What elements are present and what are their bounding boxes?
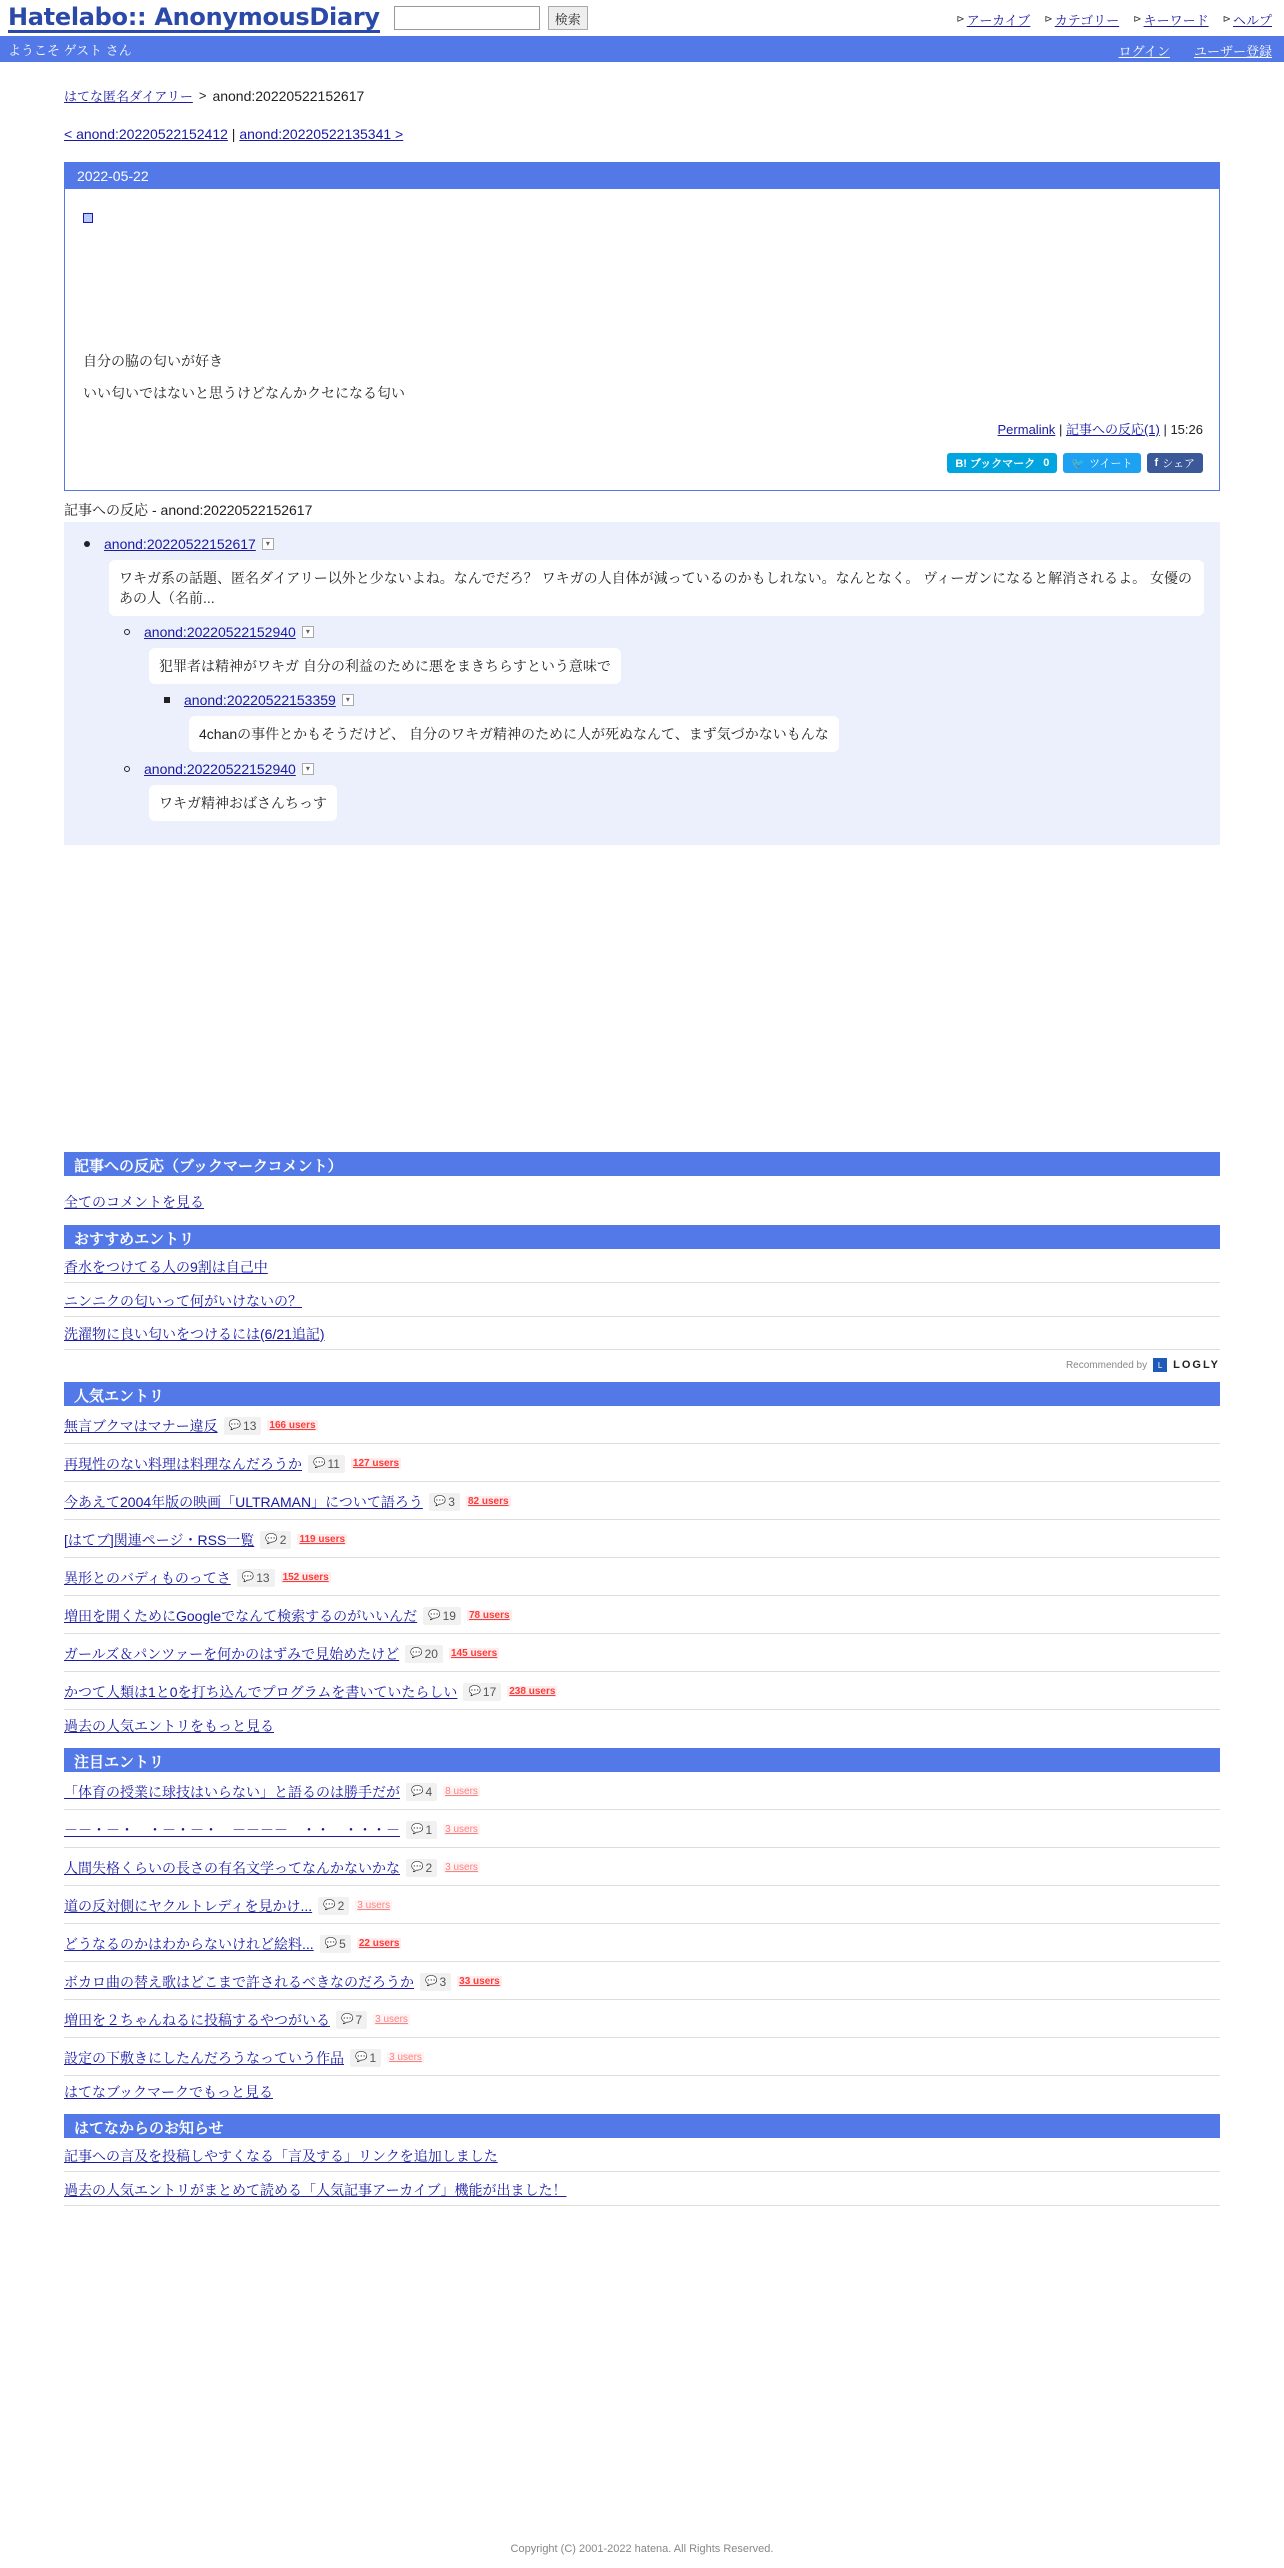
featured-more-row (64, 2080, 1220, 2104)
next-entry-link[interactable]: anond:20220522135341 > (239, 126, 404, 142)
comment-bubble-icon: 💬 (265, 1534, 278, 1545)
popular-entry-row (64, 1522, 1220, 1558)
search-input[interactable] (394, 6, 540, 30)
breadcrumb-current: anond:20220522152617 (212, 87, 365, 104)
reaction-item (84, 536, 1204, 616)
bullet-icon (124, 766, 130, 772)
comment-bubble-icon: 💬 (313, 1458, 326, 1469)
entry-title-link[interactable]: ボカロ曲の替え歌はどこまで許されるべきなのだろうか (64, 1973, 414, 1990)
featured-heading: 注目エントリ (64, 1748, 1220, 1772)
comment-count[interactable]: 💬 19 (423, 1607, 461, 1625)
bookmark-users-badge[interactable]: 166 users (269, 1420, 316, 1431)
top-nav (956, 10, 1272, 29)
bullet-icon (164, 697, 170, 703)
permalink-link[interactable]: Permalink (997, 422, 1056, 437)
featured-entry-row (64, 1964, 1220, 2000)
entry-title-link[interactable]: ガールズ＆パンツァーを何かのはずみで見始めたけど (64, 1645, 400, 1662)
comment-bubble-icon: 💬 (355, 2052, 368, 2063)
arrow-icon: ⊳ (1222, 14, 1231, 25)
nav-category[interactable]: ⊳ カテゴリー (1044, 13, 1120, 28)
bookmark-users-badge[interactable]: 3 users (445, 1862, 478, 1873)
entry-title-link[interactable]: 異形とのバディものってさ (64, 1569, 231, 1586)
popular-more-row (64, 1714, 1220, 1738)
comment-bubble-icon: 💬 (468, 1686, 481, 1697)
entry-title-link[interactable]: 増田を開くためにGoogleでなんて検索するのがいいんだ (64, 1607, 418, 1624)
entry-title-link[interactable]: 設定の下敷きにしたんだろうなっていう作品 (64, 2049, 344, 2066)
facebook-icon: f (1154, 457, 1159, 469)
share-buttons (947, 453, 1203, 473)
expand-toggle-icon[interactable]: ▾ (342, 694, 354, 706)
login-link[interactable]: ログイン (1118, 44, 1170, 59)
bookmark-users-badge[interactable]: 33 users (459, 1976, 500, 1987)
reactions-heading: 記事への反応 - anond:20220522152617 (64, 500, 1220, 524)
breadcrumb-home[interactable]: はてな匿名ダイアリー (64, 89, 193, 104)
comment-count[interactable]: 💬 20 (405, 1645, 443, 1663)
popular-heading: 人気エントリ (64, 1382, 1220, 1406)
comment-bubble-icon: 💬 (323, 1900, 336, 1911)
comment-bubble-icon: 💬 (433, 1496, 447, 1507)
expand-toggle-icon[interactable]: ▾ (262, 538, 274, 550)
bullet-icon (84, 541, 90, 547)
bookmark-users-badge[interactable]: 3 users (375, 2014, 408, 2025)
bookmark-users-badge[interactable]: 3 users (389, 2052, 422, 2063)
comment-bubble-icon: 💬 (411, 1862, 424, 1873)
popular-more-link[interactable]: 過去の人気エントリをもっと見る (64, 1718, 274, 1734)
all-comments-link[interactable]: 全てのコメントを見る (64, 1194, 204, 1210)
reaction-link[interactable]: anond:20220522152940 (144, 624, 296, 640)
bookmark-users-badge[interactable]: 3 users (445, 1824, 478, 1835)
tweet-button[interactable]: 🐦 ツイート (1063, 453, 1140, 473)
recommended-item: ニンニクの匂いって何がいけないの？ (64, 1285, 1220, 1317)
bookmark-users-badge[interactable]: 78 users (468, 1610, 510, 1621)
bookmark-users-badge[interactable]: 127 users (352, 1458, 400, 1469)
recommended-item: 香水をつけてる人の9割は自己中 (64, 1251, 1220, 1283)
comment-count[interactable]: 💬 3 (429, 1493, 460, 1511)
nav-archive[interactable]: ⊳ アーカイブ (956, 13, 1031, 28)
search-button[interactable]: 検索 (548, 6, 588, 30)
bookmark-users-badge[interactable]: 3 users (357, 1900, 391, 1911)
comment-count[interactable]: 💬 1 (406, 1821, 437, 1839)
nav-help[interactable]: ⊳ ヘルプ (1222, 13, 1272, 28)
entry-title-link[interactable]: かつて人類は1と0を打ち込んでプログラムを書いていたらしい (64, 1683, 458, 1700)
reaction-item (124, 624, 621, 684)
hatena-bookmark-button[interactable]: B! ブックマーク 0 (947, 453, 1057, 473)
arrow-icon: ⊳ (1133, 14, 1142, 25)
reaction-item (124, 761, 337, 821)
bookmark-users-badge[interactable]: 152 users (282, 1572, 329, 1583)
bookmark-users-badge[interactable]: 8 users (445, 1786, 478, 1797)
diary-entry (64, 162, 1220, 491)
popular-entry-row (64, 1598, 1220, 1634)
comment-count[interactable]: 💬 17 (463, 1683, 501, 1701)
entry-title-link[interactable]: 再現性のない料理は料理なんだろうか (64, 1455, 302, 1472)
popular-entry-row (64, 1560, 1220, 1596)
entry-title-link[interactable]: －－・－・ ・－・－・ －－－－ ・・ ・・・－ (64, 1821, 400, 1838)
comment-count[interactable]: 💬 7 (336, 2011, 367, 2029)
twitter-icon: 🐦 (1071, 457, 1086, 470)
bookmark-users-badge[interactable]: 145 users (450, 1648, 498, 1659)
site-logo[interactable]: Hatelabo:: AnonymousDiary (8, 2, 380, 31)
entry-title-link[interactable]: どうなるのかはわからないけれど絵料... (64, 1935, 314, 1952)
popular-entry-row (64, 1446, 1220, 1482)
diary-text-line: 自分の脇の匂いが好き (83, 353, 223, 369)
site-header (0, 0, 1284, 36)
reaction-text: ワキガ精神おばさんちっす (149, 785, 337, 821)
featured-entry-row (64, 2040, 1220, 2076)
featured-entry-row (64, 1888, 1220, 1924)
prev-next-separator: | (231, 126, 236, 142)
copyright: Copyright (C) 2001-2022 hatena. All Rights Reserved. (510, 2543, 774, 2555)
news-heading: はてなからのお知らせ (64, 2114, 1220, 2138)
diary-time: 15:26 (1170, 422, 1203, 437)
comment-count[interactable]: 💬 13 (224, 1417, 262, 1435)
popular-entry-row (64, 1484, 1220, 1520)
news-item: 記事への言及を投稿しやすくなる「言及する」リンクを追加しました (64, 2140, 1220, 2172)
bookmark-users-badge[interactable]: 82 users (467, 1496, 509, 1507)
entry-title-link[interactable]: 「体育の授業に球技はいらない」と語るのは勝手だが (64, 1783, 400, 1800)
prev-entry-link[interactable]: < anond:20220522152412 (64, 126, 228, 142)
comment-bubble-icon: 💬 (411, 1824, 424, 1835)
breadcrumb-separator: > (198, 88, 207, 103)
reactions-tree (64, 522, 1220, 845)
comment-count[interactable]: 💬 2 (260, 1531, 291, 1549)
news-item: 過去の人気エントリがまとめて読める「人気記事アーカイブ」機能が出ました！ (64, 2174, 1220, 2206)
star-icon[interactable] (83, 213, 93, 223)
bookmark-users-badge[interactable]: 119 users (299, 1534, 346, 1545)
comment-count[interactable]: 💬 2 (406, 1859, 437, 1877)
expand-toggle-icon[interactable]: ▾ (302, 626, 314, 638)
diary-date: 2022-05-22 (65, 163, 1219, 189)
logly-logo-icon[interactable]: L (1153, 1358, 1167, 1372)
bullet-icon (124, 629, 130, 635)
comment-bubble-icon: 💬 (324, 1938, 338, 1949)
entry-title-link[interactable]: 無言ブクマはマナー違反 (64, 1417, 218, 1434)
entry-title-link[interactable]: 今あえて2004年版の映画「ULTRAMAN」について語ろう (64, 1493, 423, 1510)
comment-bubble-icon: 💬 (228, 1420, 242, 1431)
recommended-item: 洗濯物に良い匂いをつけるには(6/21追記) (64, 1318, 1220, 1350)
comment-count[interactable]: 💬 1 (350, 2049, 381, 2067)
popular-entry-row (64, 1636, 1220, 1672)
arrow-icon: ⊳ (1044, 14, 1053, 25)
entry-title-link[interactable]: 増田を２ちゃんねるに投稿するやつがいる (64, 2011, 330, 2028)
comment-bubble-icon: 💬 (425, 1976, 438, 1987)
reaction-text: 犯罪者は精神がワキガ 自分の利益のために悪をまきちらすという意味で (149, 648, 621, 684)
comment-count[interactable]: 💬 4 (406, 1783, 437, 1801)
reactions-link[interactable]: 記事への反応(1) (1065, 422, 1160, 437)
comment-bubble-icon: 💬 (428, 1610, 441, 1621)
diary-body (65, 189, 1219, 490)
entry-title-link[interactable]: [はてブ]関連ページ・RSS一覧 (64, 1531, 255, 1548)
popular-entry-row (64, 1674, 1220, 1710)
bookmark-comments-heading: 記事への反応（ブックマークコメント） (64, 1152, 1220, 1176)
featured-entry-row (64, 1812, 1220, 1848)
reaction-link[interactable]: anond:20220522153359 (184, 692, 336, 708)
welcome-bar (0, 36, 1284, 62)
featured-entry-row (64, 1850, 1220, 1886)
diary-text-line: いい匂いではないと思うけどなんかクセになる匂い (83, 385, 405, 401)
reaction-text: 4chanの事件とかもそうだけど、 自分のワキガ精神のために人が死ぬなんて、まず気づかないもんな (189, 716, 839, 752)
featured-entry-row (64, 2002, 1220, 2038)
featured-more-link[interactable]: はてなブックマークでもっと見る (64, 2084, 274, 2100)
comment-bubble-icon: 💬 (410, 1648, 423, 1659)
popular-entry-row (64, 1408, 1220, 1444)
entry-title-link[interactable]: 人間失格くらいの長さの有名文学ってなんかないかな (64, 1859, 400, 1876)
featured-entry-row (64, 1774, 1220, 1810)
recommended-heading: おすすめエントリ (64, 1225, 1220, 1249)
breadcrumb (64, 86, 364, 105)
reaction-item (164, 692, 839, 752)
facebook-share-button[interactable]: f シェア (1147, 453, 1203, 473)
comment-count[interactable]: 💬 3 (420, 1973, 451, 1991)
welcome-text: ようこそ ゲスト さん (8, 42, 132, 58)
comment-count[interactable]: 💬 5 (320, 1935, 351, 1953)
prev-next-nav (64, 126, 403, 142)
recommended-by: Recommended by L LOGLY (1065, 1359, 1220, 1371)
entry-title-link[interactable]: 道の反対側にヤクルトレディを見かけ... (64, 1897, 313, 1914)
comment-bubble-icon: 💬 (341, 2014, 354, 2025)
comment-bubble-icon: 💬 (411, 1786, 424, 1797)
comment-bubble-icon: 💬 (241, 1572, 255, 1583)
register-link[interactable]: ユーザー登録 (1193, 44, 1272, 59)
bookmark-users-badge[interactable]: 238 users (509, 1686, 556, 1697)
comment-count[interactable]: 💬 13 (237, 1569, 275, 1587)
diary-footer: Permalink | 記事への反応(1) | 15:26 (997, 422, 1203, 437)
comment-count[interactable]: 💬 2 (318, 1897, 349, 1915)
reaction-text: ワキガ系の話題、匿名ダイアリー以外と少ないよね。なんでだろ？ ワキガの人自体が減っているのかもしれない。なんとなく。 ヴィーガンになると解消されるよ。 女優のあの人（名前... (109, 560, 1204, 616)
reaction-link[interactable]: anond:20220522152617 (104, 536, 256, 552)
all-comments-row (64, 1190, 1220, 1214)
featured-entry-row (64, 1926, 1220, 1962)
arrow-icon: ⊳ (956, 14, 965, 25)
nav-keyword[interactable]: ⊳ キーワード (1133, 13, 1209, 28)
expand-toggle-icon[interactable]: ▾ (302, 763, 314, 775)
bookmark-users-badge[interactable]: 22 users (358, 1938, 400, 1949)
reaction-link[interactable]: anond:20220522152940 (144, 761, 296, 777)
comment-count[interactable]: 💬 11 (308, 1455, 345, 1473)
